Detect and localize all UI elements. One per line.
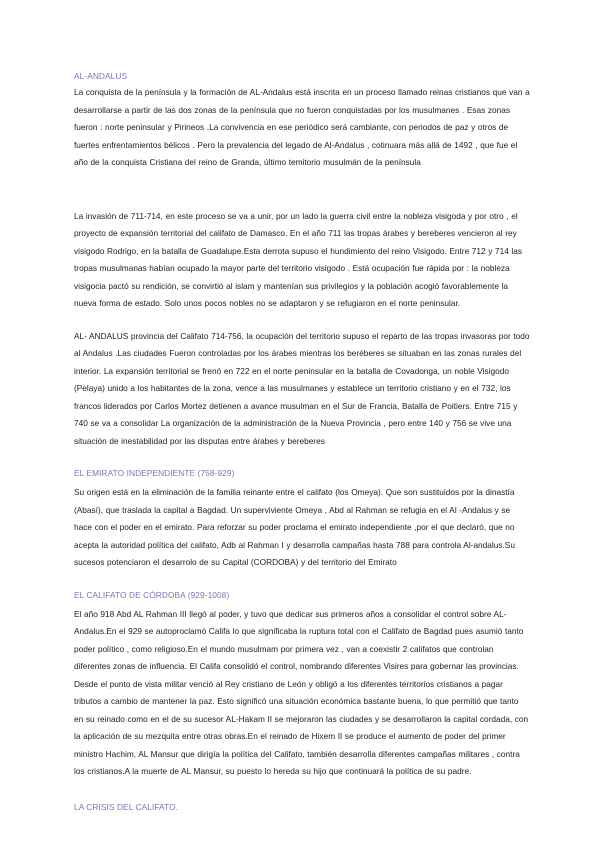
section-heading-emirato: EL EMIRATO INDEPENDIENTE (758-929) <box>74 468 235 478</box>
paragraph-califato-cordoba: El año 918 Abd AL Rahman III llegó al poder, y tuvo que dedicar sus primeros años a consolidar el control sobre AL-Andalus.En el 929 se autoproclamó Califa lo que significaba la ruptura total con el Califato de Bagdad pues asumió tanto poder político , como religioso.En el mundo musulmam por primera vez , van a coexistir 2 califatos que controlan diferentes zonas de influencia. El Califa consolidó el control, nombrando diferentes Visires para gobernar las provincias. Desde el punto de vista militar venció al Rey cristiano de León y obligó a los diferentes territorios cristianos a pagar tributos a cambio de mantener la paz. Esto significó una situación económica bastante buena, lo que permitió que tanto en su reinado como en el de su sucesor AL-Hakam II se mejoraron las ciudades y se desarrollaron la capital cordada, con la aplicación de su mezquita entre otras obras.En el reinado de Hixem II se produce el aumento de poder del primer ministro Hachim, AL Mansur que dirigía la política del Califato, también desarrolla diferentes campañas militares , contra los cristianos.A la muerte de AL Mansur, su puesto lo hereda su hijo que continuará la política de su padre. <box>74 608 529 776</box>
paragraph-intro: La conquista de la península y la formación de AL-Andalus está inscrita en un proceso llamado reinas cristianos que van a desarrollarse a partir de las dos zonas de la península que no fueron conquistadas por los musulmanes . Esas zonas fueron : norte peninsular y Pirineos .La convivencia en ese periódico será cambiante, con periodos de paz y otros de fuertes enfrentamientos bélicos . Pero la prevalencia del legado de Al-Andalus , cotinuara más allá de 1492 , que fue el año de la conquista Cristiana del reino de Granda, último temitorio musulmán de la península <box>74 87 530 167</box>
paragraph-provincia-califato: AL- ANDALUS provincia del Califato 714-756, la ocupación del territorio supuso el reparto de las tropas invasoras por todo al Andalus .Las ciudades Fueron controladas por los árabes mientras los beréberes se situaban en las zonas rurales del interior. La expansión territorial se frenó en 722 en el norte peninsular en la batalla de Covadonga, un noble Visigodo (Pelaya) unido a los habitantes de la zona, vence a las musulmanes y establece un territorio cristiano y en el 732, los francos liderados por Carlos Mortez detienen a avance musulman en el Sur de Francia, Batalla de Poitiers. Entre 715 y 740 se va a consolidar La organización de la administración de la Nueva Provincia , pero entre 140 y 756 se vive una situación de inestabilidad por las disputas entre árabes y bereberes <box>74 330 530 446</box>
paragraph-invasion: La invasión de 711-714, en este proceso se va a unir, por un lado la guerra civil entre la nobleza visigoda y por otro , el proyecto de expansión territorial del califato de Damasco. En el año 711 las tropas árabes y bereberes vencieron al rey visigodo Rodrigo, en la batalla de Guadalupe.Esta derrota supuso el hundimiento del reino Visigodo. Entre 712 y 714 las tropas musulmanas habían ocupado la mayor parte del territorio visigodo . Está ocupación fue rápida por : la nobleza visigocia pactó su rendición, se convirtió al islam y mantenían sus privilegios y la población acogió favorablemente la nueva forma de estado. Solo unos pocos nobles no se adaptaron y se refugiaron en el norte peninsular. <box>74 210 523 308</box>
section-heading-califato-cordoba: EL CALIFATO DE CÓRDOBA (929-1008) <box>74 589 230 600</box>
section-heading-crisis-califato: LA CRISIS DEL CALIFATO. <box>74 801 179 812</box>
section-heading-al-andalus: AL-ANDALUS <box>74 71 128 81</box>
paragraph-emirato: Su origen está en la eliminación de la familia reinante entre el califato (los Omeya). Que son sustituidos por la dinastía (Abasí), que traslada la capital a Bagdad. Un superviviente Omeya , Abd al Rahman se refugia en el Al -Andalus y se hace con el poder en el emirato. Para reforzar su poder proclama el emirato independiente ,por el que declaró, que no acepta la autoridad política del califato, Adb al Rahman I y desarrolla campañas hasta 788 para controla Al-andalus.Su sucesos potenciaron el desarrolo de su Capital (CORDOBA) y del territorio del Emirato <box>74 487 515 567</box>
